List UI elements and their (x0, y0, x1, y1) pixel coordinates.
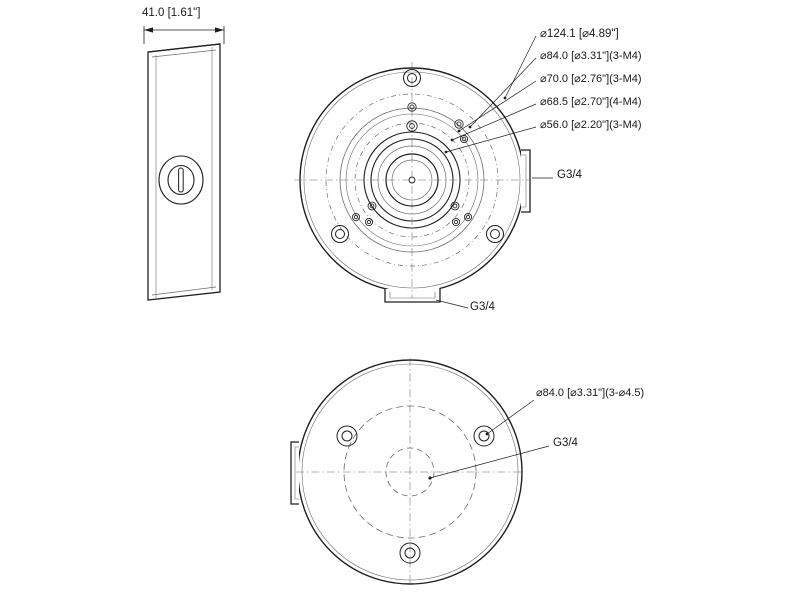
top-outer-circle (300, 68, 524, 292)
dimension-label-d5: ⌀56.0 [⌀2.20"](3-M4) (540, 119, 642, 131)
dimension-label-d1: ⌀124.1 [⌀4.89"] (540, 28, 619, 40)
dimension-label-d3: ⌀70.0 [⌀2.76"](3-M4) (540, 73, 642, 85)
top-bottom-port (385, 288, 440, 302)
dimension-label-d6: ⌀84.0 [⌀3.31"](3-⌀4.5) (536, 387, 645, 399)
label-thread-bottom-view: G3/4 (553, 437, 578, 449)
bottom-view (291, 358, 549, 586)
side-view (144, 26, 224, 300)
top-side-port (521, 150, 530, 212)
dimension-label-d2: ⌀84.0 [⌀3.31"](3-M4) (540, 50, 642, 62)
label-thread-bottom: G3/4 (470, 301, 495, 313)
dimension-label-width: 41.0 [1.61"] (142, 7, 201, 19)
label-thread-right: G3/4 (557, 169, 582, 181)
side-body-outline (148, 44, 220, 300)
dimension-label-d4: ⌀68.5 [⌀2.70"](4-M4) (540, 96, 642, 108)
top-view (294, 36, 553, 308)
width-dimension-line (144, 26, 224, 44)
